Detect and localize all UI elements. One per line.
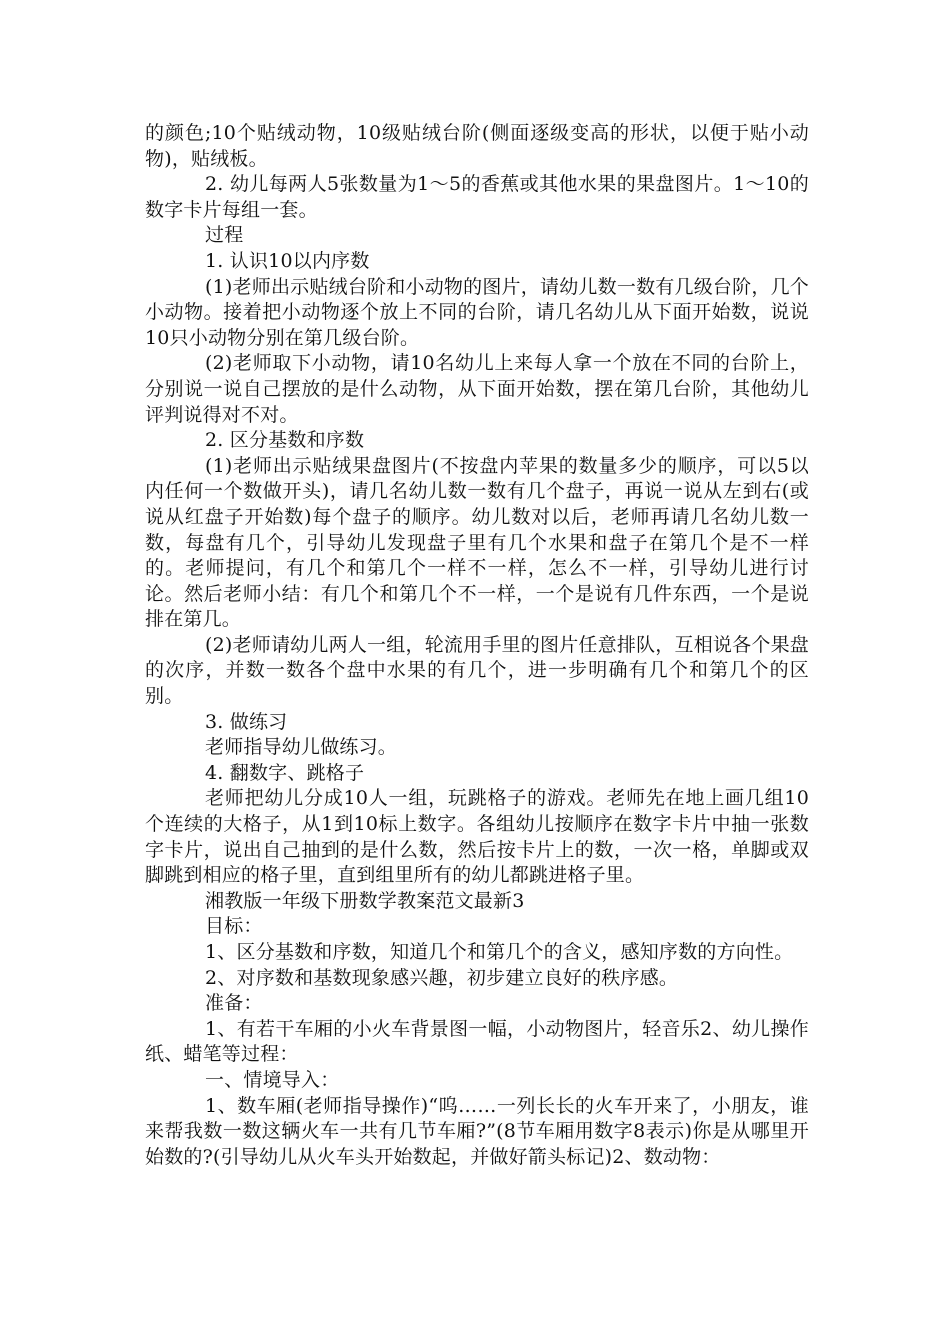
paragraph-materials-continued: 的颜色;10个贴绒动物，10级贴绒台阶(侧面逐级变高的形状，以便于贴小动物)，贴绒板。 xyxy=(145,122,809,170)
heading-step-3: 3. 做练习 xyxy=(205,710,288,733)
heading-step-1: 1. 认识10以内序数 xyxy=(205,249,370,272)
paragraph-step-2-2: (2)老师请幼儿两人一组，轮流用手里的图片任意排队，互相说各个果盘的次序，并数一数各个盘中水果的有几个，进一步明确有几个和第几个的区别。 xyxy=(145,633,809,708)
paragraph-step-3: 老师指导幼儿做练习。 xyxy=(205,736,398,759)
paragraph-intro-1: 1、数车厢(老师指导操作)“呜……一列长长的火车开来了，小朋友，谁来帮我数一数这辆火车一共有几节车厢?”(8节车厢用数字8表示)你是从哪里开始数的?(引导幼儿从火车头开始数起，并做好箭头标记)2、数动物： xyxy=(145,1094,809,1168)
heading-step-4: 4. 翻数字、跳格子 xyxy=(205,761,365,784)
document-body xyxy=(145,121,809,1170)
heading-preparation: 准备： xyxy=(205,992,263,1015)
heading-intro: 一、情境导入： xyxy=(205,1068,340,1091)
paragraph-preparation: 1、有若干车厢的小火车背景图一幅，小动物图片，轻音乐2、幼儿操作纸、蜡笔等过程： xyxy=(145,1017,809,1066)
paragraph-step-1-2: (2)老师取下小动物，请10名幼儿上来每人拿一个放在不同的台阶上，分别说一说自己摆放的是什么动物，从下面开始数，摆在第几台阶，其他幼儿评判说得对不对。 xyxy=(145,352,809,426)
paragraph-step-1-1: (1)老师出示贴绒台阶和小动物的图片，请幼儿数一数有几级台阶，几个小动物。接着把小动物逐个放上不同的台阶，请几名幼儿从下面开始数，说说10只小动物分别在第几级台阶。 xyxy=(145,275,809,349)
paragraph-materials-2: 2. 幼儿每两人5张数量为1～5的香蕉或其他水果的果盘图片。1～10的数字卡片每组一套。 xyxy=(145,173,809,221)
paragraph-goal-2: 2、对序数和基数现象感兴趣，初步建立良好的秩序感。 xyxy=(205,966,679,989)
paragraph-step-4: 老师把幼儿分成10人一组，玩跳格子的游戏。老师先在地上画几组10个连续的大格子，从1到10标上数字。各组幼儿按顺序在数字卡片中抽一张数字卡片，说出自己抽到的是什么数，然后按卡片上的数，一次一格，单脚或双脚跳到相应的格子里，直到组里所有的幼儿都跳进格子里。 xyxy=(145,787,809,887)
section-title-lesson-3: 湘教版一年级下册数学教案范文最新3 xyxy=(205,889,525,912)
paragraph-step-2-1: (1)老师出示贴绒果盘图片(不按盘内苹果的数量多少的顺序，可以5以内任何一个数做开头)，请几名幼儿数一数有几个盘子，再说一说从左到右(或说从红盘子开始数)每个盘子的顺序。幼儿数对以后，老师再请几名幼儿数一数，每盘有几个，引导幼儿发现盘子里有几个水果和盘子在第几个是不一样的。老师提问，有几个和第几个一样不一样，怎么不一样，引导幼儿进行讨论。然后老师小结：有几个和第几个不一样，一个是说有几件东西，一个是说排在第几。 xyxy=(145,454,809,631)
heading-step-2: 2. 区分基数和序数 xyxy=(205,429,365,452)
paragraph-goal-1: 1、区分基数和序数，知道几个和第几个的含义，感知序数的方向性。 xyxy=(205,941,794,963)
heading-process: 过程 xyxy=(205,224,244,247)
heading-goals: 目标： xyxy=(205,915,263,938)
